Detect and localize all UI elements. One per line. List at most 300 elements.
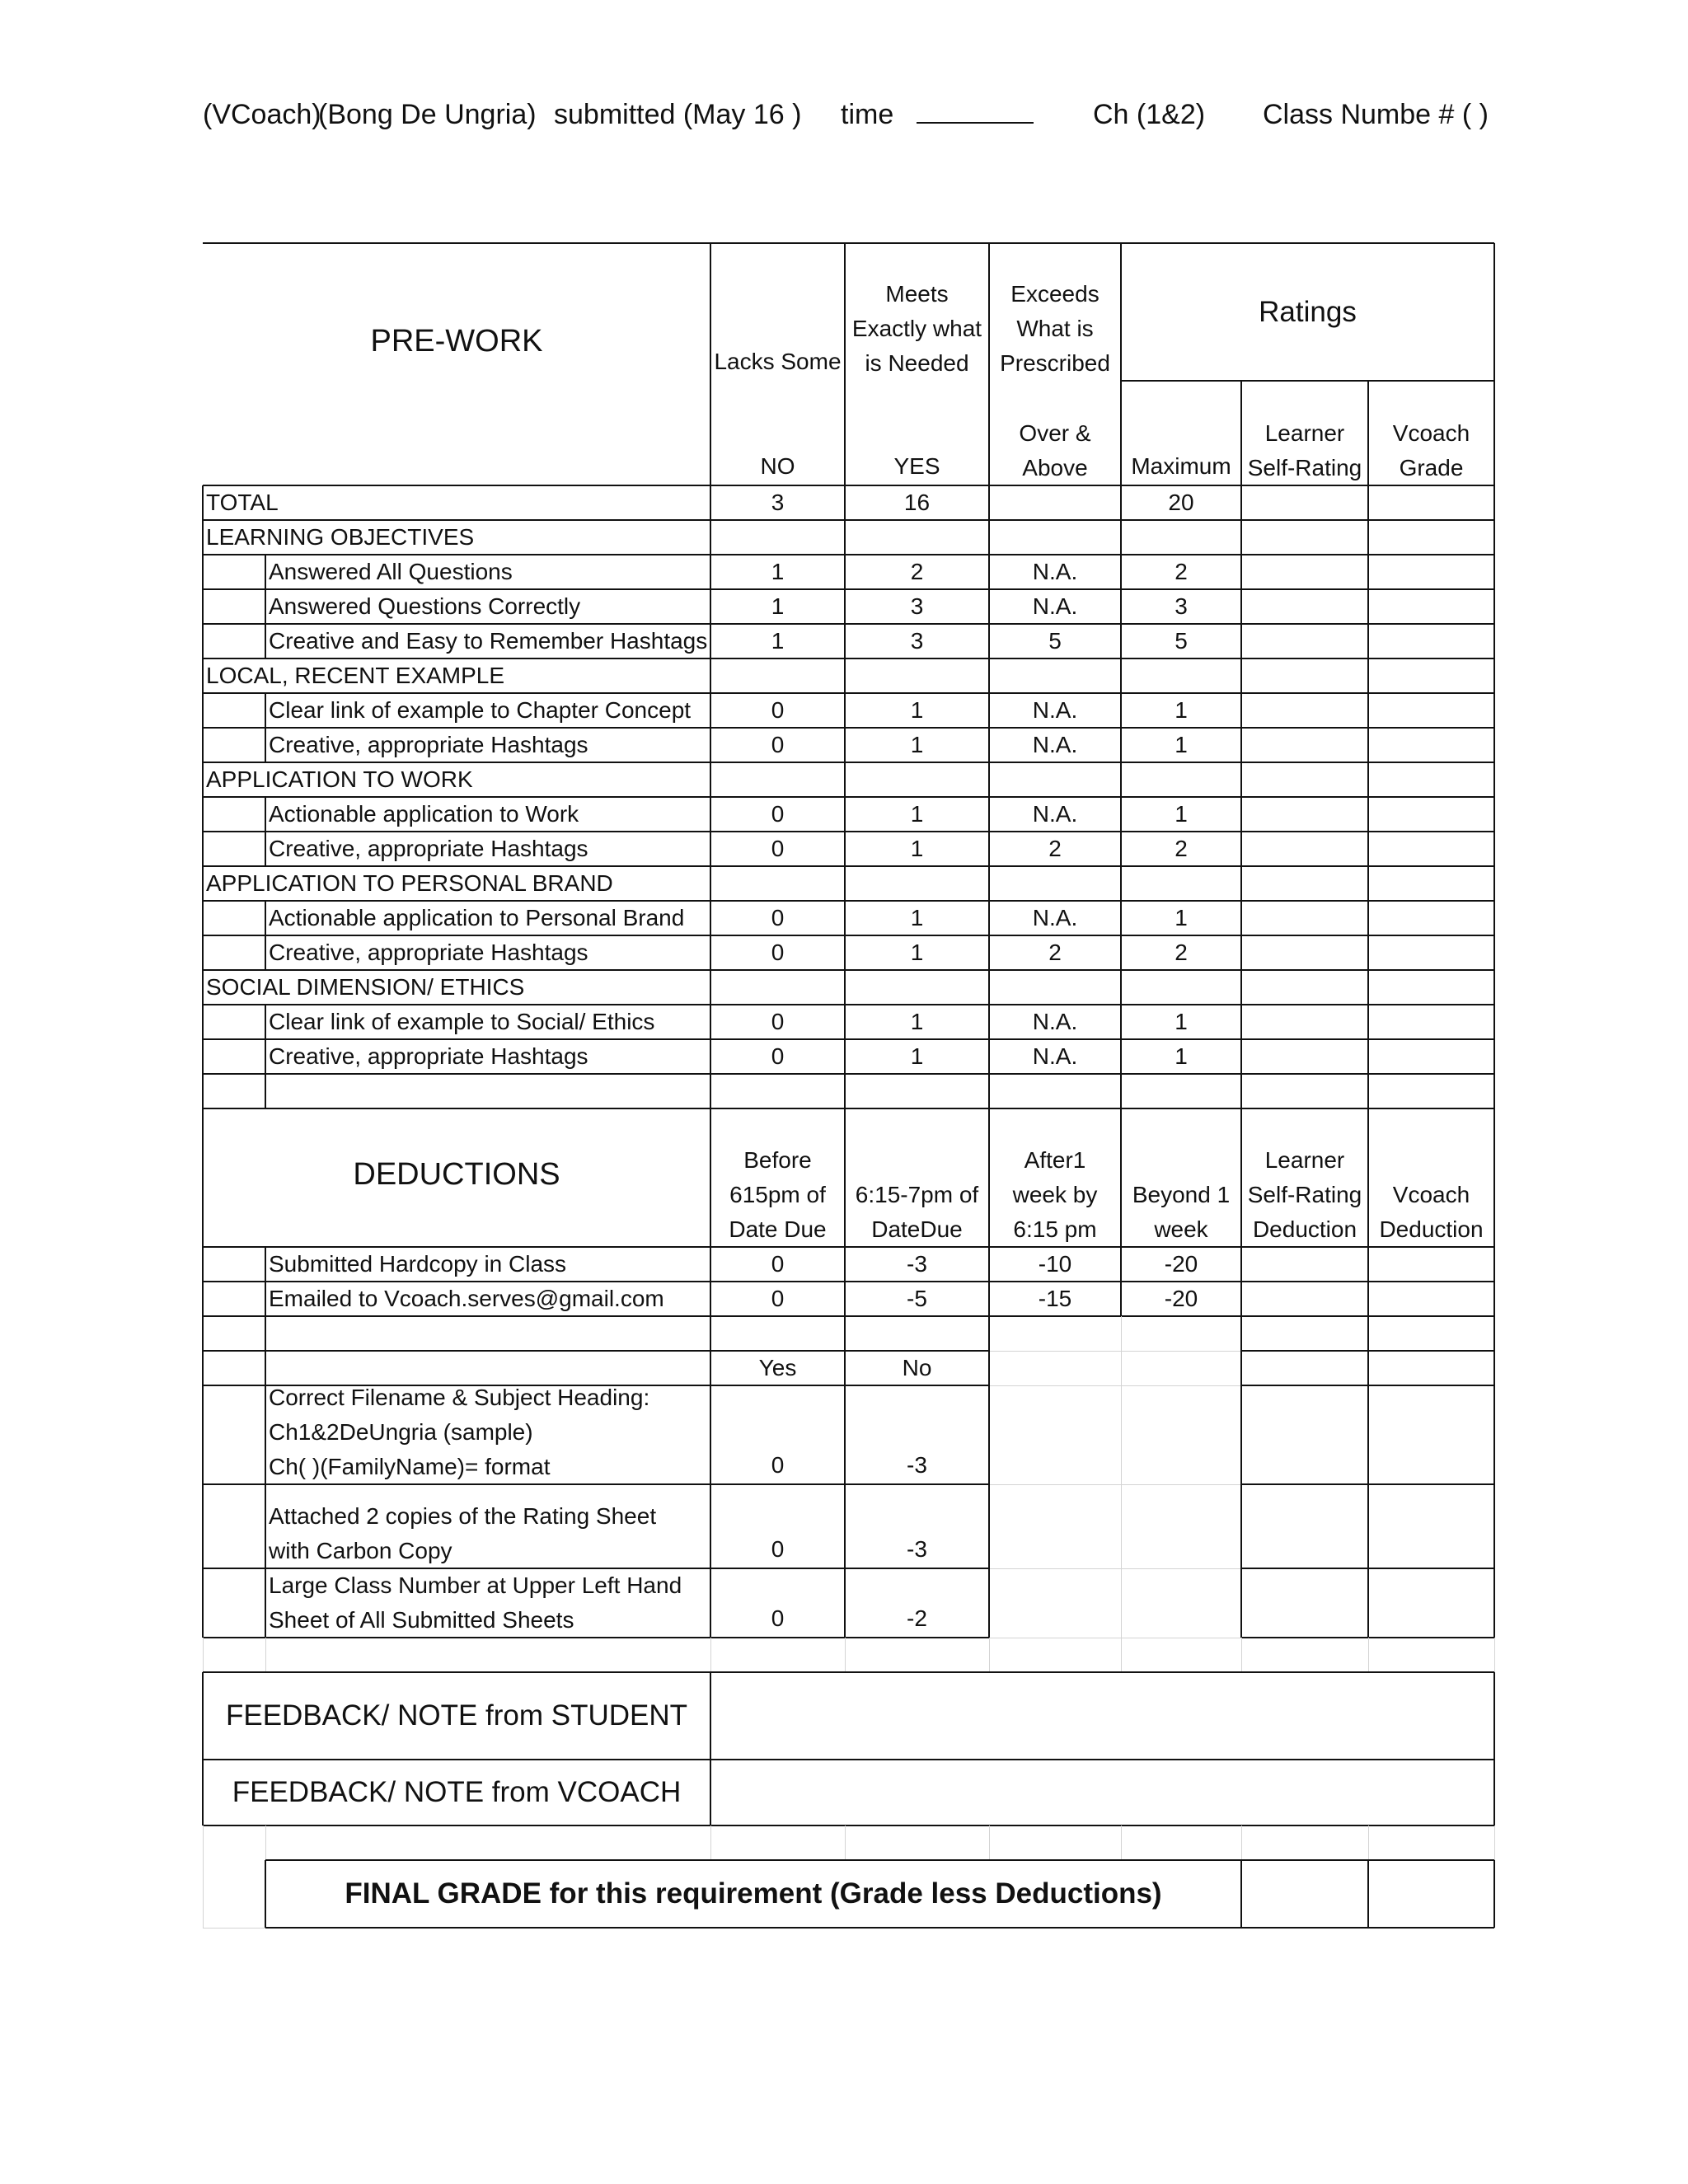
rule [202, 762, 204, 797]
rule [710, 1672, 711, 1825]
rule [203, 1004, 1494, 1005]
rule [265, 1568, 266, 1638]
rule [710, 624, 711, 658]
rule [1240, 520, 1242, 555]
rule [1367, 797, 1369, 832]
rule [844, 1385, 846, 1484]
rule [1493, 1385, 1495, 1484]
rule [203, 692, 1494, 694]
rule [1367, 1247, 1369, 1282]
rule [202, 1108, 204, 1247]
rule [988, 901, 990, 935]
learner-deduction-cell [1241, 1247, 1368, 1282]
rule [844, 1108, 846, 1247]
rule [1493, 1672, 1495, 1825]
deduction-label: Emailed to Vcoach.serves@gmail.com [269, 1286, 664, 1311]
col-beyond-1-week [1121, 1108, 1241, 1247]
vcoach-grade-cell [1368, 589, 1494, 624]
check-yes-value: 0 [771, 1452, 785, 1478]
rule [1240, 589, 1242, 624]
vcoach-grade-cell [1368, 901, 1494, 935]
rule [1493, 728, 1495, 762]
rule [710, 1568, 711, 1638]
score-maximum: 1 [1175, 905, 1188, 930]
rule [988, 866, 990, 901]
deduction-after-1-week: -15 [1038, 1286, 1072, 1311]
col-no-label: No [902, 1355, 932, 1380]
score-maximum: 20 [1168, 490, 1194, 515]
feedback-vcoach-field [710, 1760, 1494, 1825]
col-exceeds-line-2: What is [1016, 316, 1094, 341]
score-over: N.A. [1032, 732, 1078, 757]
rule [203, 242, 1494, 244]
score-over: 2 [1048, 940, 1062, 965]
rule [1367, 1316, 1369, 1351]
score-over [989, 485, 1121, 520]
rule [203, 969, 1494, 971]
rule [1120, 658, 1122, 693]
col-vcoach-deduction [1368, 1108, 1494, 1247]
vcoach-grade-cell [1368, 485, 1494, 520]
rule [203, 831, 1494, 832]
time-label: time [841, 99, 894, 130]
gridline [1121, 1351, 1122, 1385]
vcoach-grade-cell [1368, 624, 1494, 658]
rule [988, 589, 990, 624]
gridline [845, 1638, 846, 1672]
score-no: 0 [771, 836, 785, 861]
rule [202, 589, 204, 624]
rule [1367, 381, 1369, 485]
check-requirement-line-1: Large Class Number at Upper Left Hand [269, 1572, 682, 1598]
rule [1367, 624, 1369, 658]
rule [265, 555, 266, 589]
col-lacks-some: Lacks Some [714, 349, 842, 374]
rule [1367, 1860, 1369, 1928]
rule [710, 728, 711, 762]
rule [710, 1039, 711, 1074]
rule [988, 243, 990, 485]
col-over-above [989, 381, 1121, 485]
col-meets-line-1: Meets [885, 281, 949, 307]
rule [710, 1247, 711, 1282]
rule [203, 1671, 1494, 1673]
rule [1367, 520, 1369, 555]
rule [1240, 1385, 1242, 1484]
deduction-before: 0 [771, 1286, 785, 1311]
rule [988, 1108, 990, 1247]
score-yes: 1 [910, 1043, 924, 1069]
rule [1367, 1385, 1369, 1484]
rule [1493, 485, 1495, 520]
col-vcoach-grade-line-1: Vcoach [1392, 420, 1470, 446]
gridline [203, 1928, 265, 1929]
rule [1120, 1074, 1122, 1108]
rule [710, 589, 711, 624]
learner-self-rating-cell [1241, 1039, 1368, 1074]
rule [710, 1385, 711, 1484]
rule [1120, 1282, 1122, 1316]
col-between-line-2: DateDue [871, 1216, 963, 1242]
rule [1493, 1316, 1495, 1351]
gridline [1121, 1385, 1122, 1484]
check-requirement-line-2: Sheet of All Submitted Sheets [269, 1607, 574, 1633]
rule [1120, 1108, 1122, 1247]
rule [988, 1039, 990, 1074]
rule [1240, 1247, 1242, 1282]
rule [1120, 1039, 1122, 1074]
col-vcoach-deduction-line-2: Deduction [1379, 1216, 1484, 1242]
col-over-above-line-2: Above [1022, 455, 1088, 480]
criterion-label: Creative, appropriate Hashtags [269, 1043, 588, 1069]
rule [988, 762, 990, 797]
gridline [710, 1638, 711, 1672]
rule [203, 1825, 1494, 1826]
rule [1240, 1005, 1242, 1039]
rule [1367, 485, 1369, 520]
rule [844, 797, 846, 832]
rule [710, 1282, 711, 1316]
score-no: 1 [771, 628, 785, 654]
score-yes: 3 [910, 628, 924, 654]
rule [265, 1351, 266, 1385]
rule [202, 728, 204, 762]
rule [710, 797, 711, 832]
check-requirement [265, 1568, 710, 1638]
rule [203, 935, 1494, 936]
score-no: 0 [771, 732, 785, 757]
score-no: 1 [771, 559, 785, 584]
score-over: N.A. [1032, 1009, 1078, 1034]
rule [710, 693, 711, 728]
learner-self-rating-cell [1241, 832, 1368, 866]
rule [265, 797, 266, 832]
col-learner-self-rating-line-2: Self-Rating [1247, 455, 1362, 480]
check-yes-value: 0 [771, 1536, 785, 1562]
rule [1493, 1005, 1495, 1039]
score-yes: 1 [910, 697, 924, 723]
rule [1240, 970, 1242, 1005]
rule [988, 1568, 990, 1638]
rule [1493, 589, 1495, 624]
deduction-before: 0 [771, 1251, 785, 1277]
col-between-line-1: 6:15-7pm of [855, 1182, 979, 1207]
prework-title: PRE-WORK [370, 324, 543, 359]
rule [988, 485, 990, 520]
rule [202, 1484, 204, 1568]
rule [1120, 797, 1122, 832]
rule [844, 1247, 846, 1282]
rule [1367, 1108, 1369, 1247]
rule [203, 1759, 1494, 1760]
rule [265, 1860, 266, 1928]
rule [1120, 1247, 1122, 1282]
rule [1240, 832, 1242, 866]
rule [1240, 381, 1242, 485]
rule [988, 693, 990, 728]
rule [1367, 1039, 1369, 1074]
rule [265, 1385, 266, 1484]
rule [202, 1247, 204, 1282]
rule [1367, 658, 1369, 693]
rule [844, 901, 846, 935]
rule [1240, 1074, 1242, 1108]
score-yes: 1 [910, 836, 924, 861]
col-beyond-1-week-line-1: Beyond 1 [1132, 1182, 1231, 1207]
vcoach-grade-cell [1368, 935, 1494, 970]
rule [988, 1074, 990, 1108]
score-yes: 1 [910, 1009, 924, 1034]
deductions-title: DEDUCTIONS [353, 1157, 560, 1192]
check-no-value: -2 [907, 1605, 927, 1631]
rule [202, 1074, 204, 1108]
rule [1240, 485, 1242, 520]
rule [1367, 762, 1369, 797]
rule [202, 1385, 204, 1484]
deduction-between: -5 [907, 1286, 927, 1311]
rule [844, 1039, 846, 1074]
rule [1367, 901, 1369, 935]
rule [1240, 762, 1242, 797]
rule [202, 1282, 204, 1316]
rule [1240, 1316, 1242, 1351]
col-vcoach-grade-line-2: Grade [1399, 455, 1464, 480]
col-vcoach-deduction-line-1: Vcoach [1392, 1182, 1470, 1207]
rule [844, 1005, 846, 1039]
rule [265, 1859, 1494, 1861]
gridline [1368, 1638, 1369, 1672]
rule [1240, 728, 1242, 762]
score-maximum: 1 [1175, 732, 1188, 757]
total-label: TOTAL [206, 490, 279, 515]
score-over: 5 [1048, 628, 1062, 654]
rule [1493, 797, 1495, 832]
rule [710, 1005, 711, 1039]
check-requirement [265, 1484, 710, 1568]
gridline [203, 1825, 204, 1860]
rule [265, 1484, 266, 1568]
rule [844, 658, 846, 693]
section-heading: SOCIAL DIMENSION/ ETHICS [206, 974, 525, 1000]
rule [1493, 762, 1495, 797]
learner-self-rating-cell [1241, 589, 1368, 624]
rule [710, 762, 711, 797]
learner-self-rating-cell [1241, 485, 1368, 520]
rule [202, 624, 204, 658]
score-no: 0 [771, 905, 785, 930]
rule [1120, 762, 1122, 797]
gridline [1368, 1825, 1369, 1860]
gridline [203, 1638, 204, 1672]
score-maximum: 2 [1175, 940, 1188, 965]
rule [202, 935, 204, 970]
rule [1367, 728, 1369, 762]
rule [202, 797, 204, 832]
rule [202, 970, 204, 1005]
rule [203, 519, 1494, 521]
section-heading: APPLICATION TO PERSONAL BRAND [206, 870, 613, 896]
rule [1493, 693, 1495, 728]
rule [988, 1484, 990, 1568]
rule [710, 935, 711, 970]
rule [1240, 1568, 1242, 1638]
rule [265, 624, 266, 658]
gridline [989, 1638, 990, 1672]
rule [710, 555, 711, 589]
score-over: N.A. [1032, 801, 1078, 827]
rule [988, 1316, 990, 1351]
deduction-between: -3 [907, 1251, 927, 1277]
col-after-1-week-line-3: 6:15 pm [1013, 1216, 1097, 1242]
col-maximum: Maximum [1131, 453, 1231, 479]
rule [203, 1637, 989, 1638]
gridline [989, 1825, 990, 1860]
col-learner-self-rating-line-1: Learner [1264, 420, 1345, 446]
gridline [1241, 1825, 1242, 1860]
gridline [989, 1484, 1241, 1485]
submitted-date: submitted (May 16 ) [554, 99, 802, 130]
score-no: 0 [771, 1009, 785, 1034]
rule [988, 728, 990, 762]
vcoach-deduction-cell [1368, 1247, 1494, 1282]
rule [844, 866, 846, 901]
rule [202, 901, 204, 935]
col-meets [845, 243, 989, 381]
rule [988, 1282, 990, 1316]
rule [710, 970, 711, 1005]
section-heading: LOCAL, RECENT EXAMPLE [206, 663, 505, 688]
rule [1240, 1039, 1242, 1074]
rule [1120, 866, 1122, 901]
learner-self-rating-cell [1241, 693, 1368, 728]
criterion-label: Clear link of example to Chapter Concept [269, 697, 692, 723]
rule [988, 1005, 990, 1039]
col-beyond-1-week-line-2: week [1154, 1216, 1208, 1242]
col-after-1-week [989, 1108, 1121, 1247]
rule [844, 485, 846, 520]
col-exceeds [989, 243, 1121, 381]
criterion-label: Creative and Easy to Remember Hashtags [269, 628, 708, 654]
gridline [1121, 1484, 1122, 1568]
rule [710, 485, 711, 520]
rule [1367, 1351, 1369, 1385]
learner-self-rating-cell [1241, 728, 1368, 762]
rule [844, 693, 846, 728]
score-maximum: 1 [1175, 1009, 1188, 1034]
vcoach-grade-cell [1368, 1005, 1494, 1039]
learner-self-rating-cell [1241, 797, 1368, 832]
rule [1493, 658, 1495, 693]
rule [710, 658, 711, 693]
score-over: N.A. [1032, 593, 1078, 619]
gridline [989, 1351, 1241, 1352]
final-grade-vcoach-cell [1368, 1860, 1494, 1928]
col-exceeds-line-3: Prescribed [1000, 350, 1110, 376]
rule [988, 1247, 990, 1282]
rule [1493, 832, 1495, 866]
score-maximum: 1 [1175, 801, 1188, 827]
check-requirement-line-2: with Carbon Copy [269, 1538, 452, 1563]
rule [1240, 1282, 1242, 1316]
col-vcoach-grade [1368, 381, 1494, 485]
learner-self-rating-cell [1241, 624, 1368, 658]
rule [1240, 901, 1242, 935]
vcoach-grade-cell [1368, 797, 1494, 832]
check-requirement-line-3: Ch( )(FamilyName)= format [269, 1454, 551, 1479]
criterion-label: Clear link of example to Social/ Ethics [269, 1009, 655, 1034]
score-yes: 1 [910, 940, 924, 965]
rule [844, 1316, 846, 1351]
rule [203, 1315, 1494, 1317]
criterion-label: Creative, appropriate Hashtags [269, 732, 588, 757]
rule [202, 693, 204, 728]
rule [265, 693, 266, 728]
rule [203, 623, 1494, 625]
rule [1240, 624, 1242, 658]
rule [265, 1316, 266, 1351]
score-over: 2 [1048, 836, 1062, 861]
col-before [710, 1108, 845, 1247]
learner-self-rating-cell [1241, 935, 1368, 970]
score-yes: 1 [910, 732, 924, 757]
col-ratings: Ratings [1259, 295, 1357, 328]
rule [265, 1282, 266, 1316]
rule [1121, 380, 1494, 382]
rule [202, 1568, 204, 1638]
col-exceeds-line-1: Exceeds [1010, 281, 1100, 307]
rule [1120, 832, 1122, 866]
rule [844, 832, 846, 866]
rule [1120, 1005, 1122, 1039]
rule [202, 1316, 204, 1351]
rule [844, 1484, 846, 1568]
rule [844, 589, 846, 624]
col-learner-deduction [1241, 1108, 1368, 1247]
rule [202, 485, 204, 520]
rule [710, 1316, 711, 1351]
vcoach-grade-cell [1368, 693, 1494, 728]
rule [1240, 693, 1242, 728]
rule [988, 1351, 990, 1385]
rule [202, 1039, 204, 1074]
gridline [1494, 1825, 1495, 1860]
col-before-line-3: Date Due [729, 1216, 827, 1242]
col-meets-line-3: is Needed [865, 350, 969, 376]
rule [265, 728, 266, 762]
gridline [265, 1825, 266, 1860]
rule [844, 520, 846, 555]
rule [1493, 935, 1495, 970]
col-learner-deduction-line-3: Deduction [1252, 1216, 1357, 1242]
rule [844, 624, 846, 658]
rule [265, 1005, 266, 1039]
col-yes-label: Yes [758, 1355, 797, 1380]
gridline [1121, 1568, 1122, 1638]
rule [203, 588, 1494, 590]
rule [203, 762, 1494, 763]
coach-label: (VCoach) [203, 99, 321, 130]
rule [1493, 1351, 1495, 1385]
rule [710, 1074, 711, 1108]
rule [1367, 693, 1369, 728]
rule [1120, 901, 1122, 935]
rule [265, 1927, 1494, 1929]
gridline [265, 1638, 266, 1672]
rule [203, 1038, 1494, 1040]
chapter-label: Ch (1&2) [1093, 99, 1206, 130]
rule [1120, 935, 1122, 970]
rule [988, 797, 990, 832]
